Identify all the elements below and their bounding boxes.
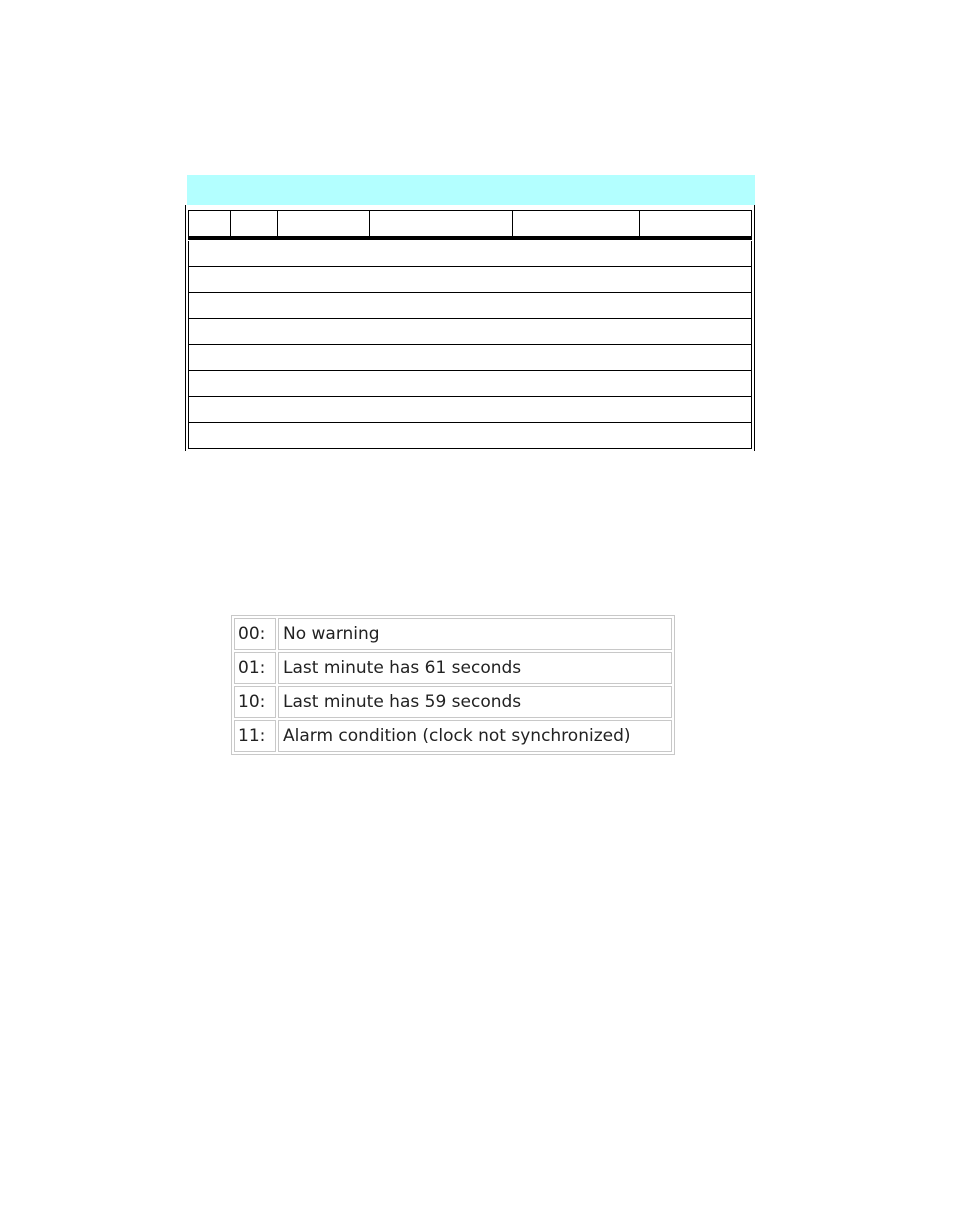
table-row bbox=[188, 293, 752, 319]
description-cell: Alarm condition (clock not synchronized) bbox=[278, 720, 672, 752]
description-cell: Last minute has 59 seconds bbox=[278, 686, 672, 718]
table-row bbox=[188, 423, 752, 449]
table-header-row bbox=[188, 210, 752, 240]
header-cell bbox=[369, 211, 512, 236]
table-row bbox=[188, 267, 752, 293]
header-cell bbox=[277, 211, 369, 236]
table-row bbox=[234, 618, 672, 650]
code-cell: 01: bbox=[234, 652, 276, 684]
table-row bbox=[188, 371, 752, 397]
table-row bbox=[188, 345, 752, 371]
table-row bbox=[234, 720, 672, 752]
header-cell bbox=[639, 211, 752, 236]
table-row bbox=[188, 319, 752, 345]
code-cell: 10: bbox=[234, 686, 276, 718]
code-cell: 11: bbox=[234, 720, 276, 752]
leap-indicator-table bbox=[231, 615, 675, 755]
table-row bbox=[188, 397, 752, 423]
code-cell: 00: bbox=[234, 618, 276, 650]
frame-format-table bbox=[185, 205, 755, 451]
header-cell bbox=[230, 211, 277, 236]
header-cell bbox=[512, 211, 639, 236]
table-row bbox=[234, 652, 672, 684]
table-caption-bar bbox=[187, 175, 755, 205]
description-cell: Last minute has 61 seconds bbox=[278, 652, 672, 684]
table-row bbox=[188, 241, 752, 267]
header-cell bbox=[188, 211, 230, 236]
description-cell: No warning bbox=[278, 618, 672, 650]
table-row bbox=[234, 686, 672, 718]
